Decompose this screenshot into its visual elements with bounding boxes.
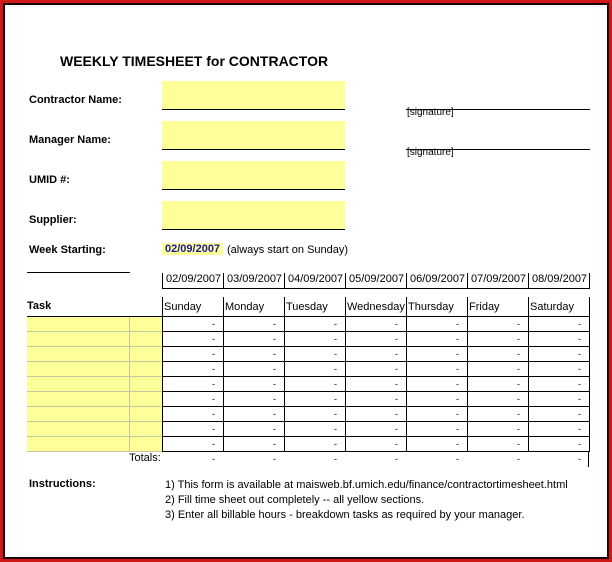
hours-cell[interactable]: - xyxy=(345,362,406,377)
hours-cell[interactable]: - xyxy=(162,392,223,407)
task-name-cell[interactable] xyxy=(27,347,162,362)
task-name-cell[interactable] xyxy=(27,317,162,332)
hours-cell[interactable]: - xyxy=(528,317,589,332)
hours-cell[interactable]: - xyxy=(528,332,589,347)
hours-cell[interactable]: - xyxy=(345,347,406,362)
hours-cell[interactable]: - xyxy=(284,362,345,377)
date-header: 04/09/2007 xyxy=(288,273,344,285)
hours-cell[interactable]: - xyxy=(284,437,345,452)
hours-cell[interactable]: - xyxy=(406,317,467,332)
date-header: 03/09/2007 xyxy=(227,273,283,285)
hours-cell[interactable]: - xyxy=(223,362,284,377)
hours-cell[interactable]: - xyxy=(345,377,406,392)
hours-cell[interactable]: - xyxy=(284,317,345,332)
hours-cell[interactable]: - xyxy=(406,362,467,377)
date-column-divider xyxy=(284,273,285,289)
hours-cell[interactable]: - xyxy=(345,317,406,332)
hours-cell[interactable]: - xyxy=(467,422,528,437)
totals-label: Totals: xyxy=(129,452,161,464)
day-header: Thursday xyxy=(408,301,454,313)
date-column-divider xyxy=(528,273,529,289)
date-column-divider xyxy=(589,273,590,289)
hours-cell[interactable]: - xyxy=(406,377,467,392)
task-name-cell[interactable] xyxy=(27,437,162,452)
hours-cell[interactable]: - xyxy=(467,407,528,422)
hours-cell[interactable]: - xyxy=(345,422,406,437)
timesheet-page xyxy=(5,5,607,557)
supplier-field[interactable] xyxy=(162,201,345,230)
task-column-divider xyxy=(129,317,130,452)
hours-cell[interactable]: - xyxy=(467,317,528,332)
hours-cell[interactable]: - xyxy=(406,392,467,407)
hours-cell[interactable]: - xyxy=(406,422,467,437)
hours-cell[interactable]: - xyxy=(467,347,528,362)
day-column-divider xyxy=(467,297,468,452)
total-cell: - xyxy=(578,454,581,464)
day-column-divider xyxy=(589,297,590,452)
day-column-divider xyxy=(284,297,285,452)
hours-cell[interactable]: - xyxy=(406,332,467,347)
hours-cell[interactable]: - xyxy=(223,422,284,437)
instruction-line-1: 1) This form is available at maisweb.bf.umich.edu/finance/contractortimesheet.html xyxy=(165,479,568,491)
hours-cell[interactable]: - xyxy=(284,332,345,347)
supplier-label: Supplier: xyxy=(29,214,77,226)
header-separator-left xyxy=(27,272,130,273)
hours-cell[interactable]: - xyxy=(528,377,589,392)
hours-cell[interactable]: - xyxy=(467,377,528,392)
week-starting-field[interactable]: 02/09/2007 xyxy=(162,243,223,255)
page-title: WEEKLY TIMESHEET for CONTRACTOR xyxy=(60,53,329,69)
hours-cell[interactable]: - xyxy=(162,437,223,452)
day-column-divider xyxy=(162,297,163,452)
hours-cell[interactable]: - xyxy=(528,422,589,437)
hours-cell[interactable]: - xyxy=(467,362,528,377)
date-column-divider xyxy=(345,273,346,289)
hours-cell[interactable]: - xyxy=(284,407,345,422)
hours-cell[interactable]: - xyxy=(223,407,284,422)
hours-cell[interactable]: - xyxy=(467,392,528,407)
hours-cell[interactable]: - xyxy=(406,347,467,362)
manager-name-label: Manager Name: xyxy=(29,134,111,146)
hours-cell[interactable]: - xyxy=(223,317,284,332)
date-header: 06/09/2007 xyxy=(410,273,466,285)
task-name-cell[interactable] xyxy=(27,332,162,347)
hours-cell[interactable]: - xyxy=(406,437,467,452)
contractor-signature-label: [signature] xyxy=(407,107,454,118)
date-column-divider xyxy=(467,273,468,289)
task-name-cell[interactable] xyxy=(27,392,162,407)
instructions-label: Instructions: xyxy=(29,478,96,490)
hours-cell[interactable]: - xyxy=(528,362,589,377)
total-cell: - xyxy=(517,454,520,464)
date-header: 02/09/2007 xyxy=(166,273,222,285)
total-cell: - xyxy=(212,454,215,464)
task-name-cell[interactable] xyxy=(27,407,162,422)
hours-cell[interactable]: - xyxy=(162,317,223,332)
total-cell: - xyxy=(395,454,398,464)
hours-cell[interactable]: - xyxy=(345,392,406,407)
hours-cell[interactable]: - xyxy=(467,332,528,347)
hours-cell[interactable]: - xyxy=(162,332,223,347)
date-header: 07/09/2007 xyxy=(471,273,527,285)
task-name-cell[interactable] xyxy=(27,362,162,377)
hours-cell[interactable]: - xyxy=(162,422,223,437)
hours-cell[interactable]: - xyxy=(162,347,223,362)
day-column-divider xyxy=(223,297,224,452)
day-header: Sunday xyxy=(164,301,202,313)
task-name-cell[interactable] xyxy=(27,422,162,437)
day-header: Wednesday xyxy=(347,301,405,313)
hours-cell[interactable]: - xyxy=(223,377,284,392)
hours-cell[interactable]: - xyxy=(467,437,528,452)
hours-cell[interactable]: - xyxy=(223,332,284,347)
hours-cell[interactable]: - xyxy=(223,392,284,407)
day-header: Tuesday xyxy=(286,301,328,313)
date-column-divider xyxy=(406,273,407,289)
week-starting-label: Week Starting: xyxy=(29,244,106,256)
hours-cell[interactable]: - xyxy=(223,437,284,452)
hours-cell[interactable]: - xyxy=(528,437,589,452)
day-column-divider xyxy=(345,297,346,452)
day-header: Friday xyxy=(469,301,500,313)
hours-cell[interactable]: - xyxy=(162,362,223,377)
hours-cell[interactable]: - xyxy=(528,347,589,362)
hours-cell[interactable]: - xyxy=(345,332,406,347)
date-header: 05/09/2007 xyxy=(349,273,405,285)
hours-cell[interactable]: - xyxy=(284,392,345,407)
day-header: Saturday xyxy=(530,301,575,313)
manager-signature-label: [signature] xyxy=(407,147,454,158)
instruction-line-3: 3) Enter all billable hours - breakdown tasks as required by your manager. xyxy=(165,509,525,521)
date-header: 08/09/2007 xyxy=(532,273,588,285)
date-row-underline xyxy=(162,288,589,289)
hours-cell[interactable]: - xyxy=(284,377,345,392)
hours-cell[interactable]: - xyxy=(406,407,467,422)
task-name-cell[interactable] xyxy=(27,377,162,392)
task-header: Task xyxy=(27,300,52,312)
hours-cell[interactable]: - xyxy=(528,407,589,422)
totals-right-border xyxy=(588,452,589,467)
umid-field[interactable] xyxy=(162,161,345,190)
day-column-divider xyxy=(528,297,529,452)
date-column-divider xyxy=(162,273,163,289)
contractor-name-label: Contractor Name: xyxy=(29,94,122,106)
manager-name-field[interactable] xyxy=(162,121,345,150)
hours-cell[interactable]: - xyxy=(284,347,345,362)
day-header: Monday xyxy=(225,301,265,313)
total-cell: - xyxy=(273,454,276,464)
instruction-line-2: 2) Fill time sheet out completely -- all yellow sections. xyxy=(165,494,425,506)
hours-cell[interactable]: - xyxy=(345,407,406,422)
hours-cell[interactable]: - xyxy=(284,422,345,437)
contractor-name-field[interactable] xyxy=(162,81,345,110)
total-cell: - xyxy=(456,454,459,464)
hours-cell[interactable]: - xyxy=(528,392,589,407)
date-column-divider xyxy=(223,273,224,289)
day-column-divider xyxy=(406,297,407,452)
hours-cell[interactable]: - xyxy=(162,377,223,392)
hours-cell[interactable]: - xyxy=(345,437,406,452)
total-cell: - xyxy=(334,454,337,464)
hours-cell[interactable]: - xyxy=(162,407,223,422)
umid-label: UMID #: xyxy=(29,174,70,186)
hours-cell[interactable]: - xyxy=(223,347,284,362)
week-starting-note: (always start on Sunday) xyxy=(227,244,349,256)
